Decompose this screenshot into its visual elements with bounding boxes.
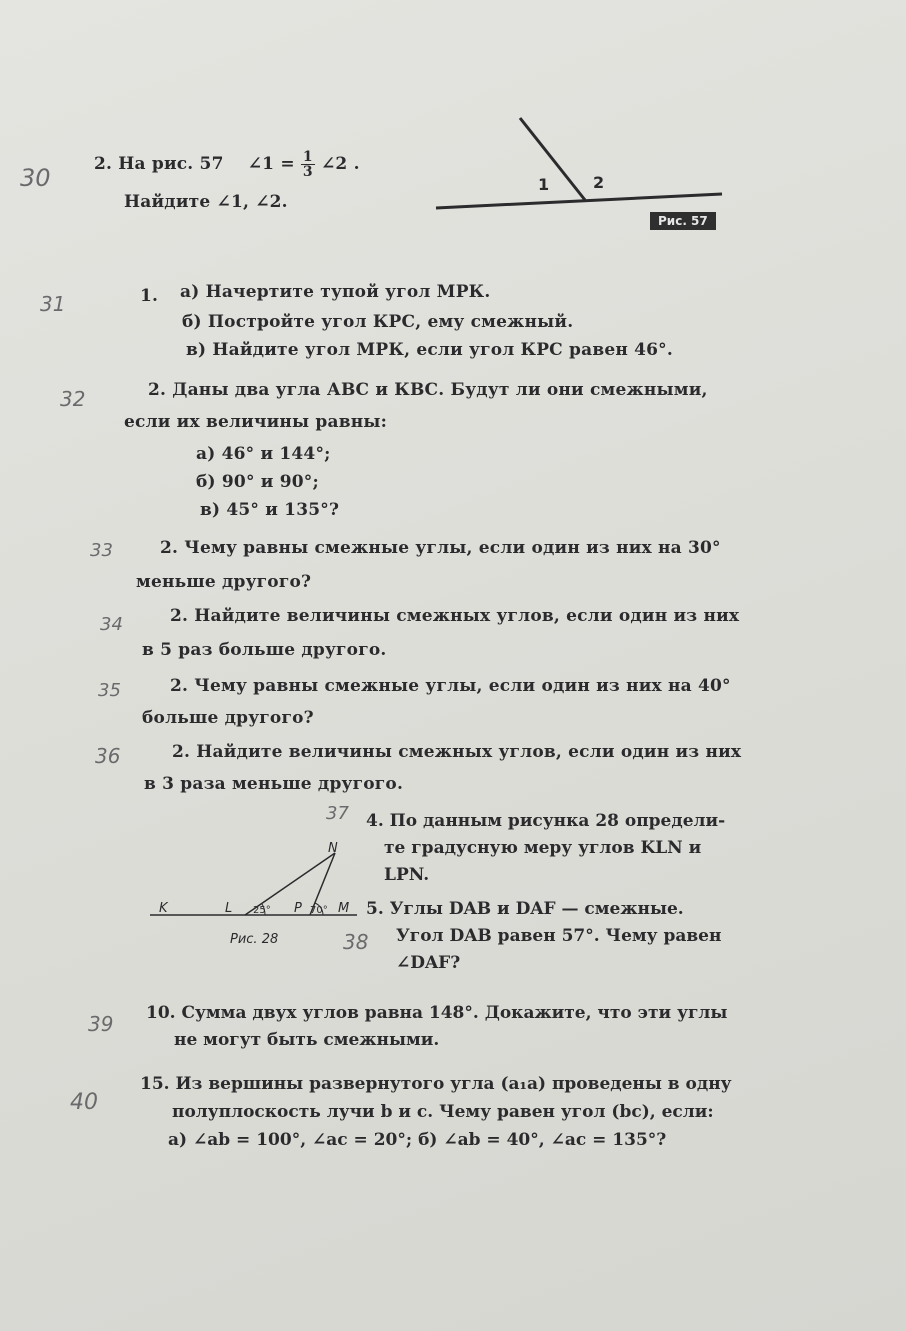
figure-28-angle-p: 70° (310, 905, 328, 916)
problem-38 (366, 896, 721, 977)
problem-39 (146, 1000, 727, 1054)
problem-30-line-1 (94, 150, 360, 179)
problem-32-line-1: 2. Даны два угла АВС и КВС. Будут ли они смежными, (148, 380, 708, 400)
problem-35-line-1: 2. Чему равны смежные углы, если один из них на 40° (170, 676, 731, 696)
figure-57-label-2: 2 (593, 173, 605, 192)
figure-57-ray (520, 118, 585, 200)
problem-33-line-1: 2. Чему равны смежные углы, если один из них на 30° (160, 538, 721, 558)
figure-57-caption: Рис. 57 (650, 212, 716, 230)
margin-number-35: 35 (98, 680, 121, 701)
problem-39-line-1: 10. Сумма двух углов равна 148°. Докажите, что эти углы (146, 1003, 728, 1023)
figure-28-label-m: M (338, 901, 350, 916)
margin-number-30: 30 (20, 164, 51, 192)
problem-32-line-2: если их величины равны: (124, 412, 388, 432)
problem-30-line-2: Найдите ∠1, ∠2. (124, 192, 288, 212)
problem-37-line-2: те градусную меру углов KLN и (384, 838, 702, 858)
problem-31-part-c: в) Найдите угол МРК, если угол КРС равен 46°. (186, 340, 674, 360)
problem-38-line-1: 5. Углы DAB и DAF — смежные. (366, 899, 684, 919)
margin-number-33: 33 (90, 540, 113, 561)
problem-38-line-3: ∠DAF? (396, 953, 461, 973)
problem-37-line-1: 4. По данным рисунка 28 определи- (366, 811, 726, 831)
problem-40-line-1: 15. Из вершины развернутого угла (a₁a) проведены в одну (140, 1074, 732, 1094)
figure-28-label-l: L (225, 901, 233, 916)
figure-28-label-k: K (159, 901, 168, 916)
figure-28-caption: Рис. 28 (230, 932, 279, 947)
problem-34-line-1: 2. Найдите величины смежных углов, если один из них (170, 606, 740, 626)
problem-30-angle-right: ∠2 . (320, 154, 360, 174)
margin-number-40: 40 (70, 1090, 98, 1115)
figure-57-label-1: 1 (538, 175, 550, 194)
problem-37-line-3: LPN. (384, 865, 430, 885)
figure-57 (430, 110, 730, 220)
problem-40-line-2: полуплоскость лучи b и c. Чему равен угол (bc), если: (172, 1102, 714, 1122)
problem-34-line-2: в 5 раз больше другого. (142, 640, 387, 660)
problem-30-text: 2. На рис. 57 (94, 154, 224, 174)
figure-28-label-p: P (294, 901, 302, 916)
problem-31-part-b: б) Постройте угол КРС, ему смежный. (182, 312, 574, 332)
problem-38-line-2: Угол DAB равен 57°. Чему равен (396, 926, 722, 946)
figure-57-straight-line (436, 194, 722, 208)
margin-number-34: 34 (100, 614, 123, 635)
problem-32-part-b: б) 90° и 90°; (196, 472, 319, 492)
problem-40-line-3: а) ∠ab = 100°, ∠ac = 20°; б) ∠ab = 40°, ∠ac = 135°? (168, 1130, 667, 1150)
problem-32-part-a: а) 46° и 144°; (196, 444, 331, 464)
margin-number-37: 37 (326, 803, 349, 824)
problem-37 (366, 808, 725, 889)
fraction-one-third (301, 150, 315, 179)
problem-30-angle-left: ∠1 = (247, 154, 295, 174)
problem-36-line-1: 2. Найдите величины смежных углов, если один из них (172, 742, 742, 762)
problem-35-line-2: больше другого? (142, 708, 314, 728)
problem-33-line-2: меньше другого? (136, 572, 312, 592)
problem-36-line-2: в 3 раза меньше другого. (144, 774, 404, 794)
margin-number-31: 31 (40, 292, 66, 316)
problem-39-line-2: не могут быть смежными. (174, 1030, 440, 1050)
fraction-denominator: 3 (302, 164, 313, 180)
problem-40 (140, 1070, 732, 1154)
margin-number-32: 32 (60, 387, 86, 411)
margin-number-36: 36 (95, 744, 121, 768)
margin-number-38: 38 (343, 930, 369, 954)
fraction-numerator: 1 (302, 149, 313, 165)
problem-31-number: 1. (140, 286, 159, 306)
problem-31-part-a: а) Начертите тупой угол МРК. (180, 282, 491, 302)
figure-28-angle-l: 25° (253, 905, 271, 916)
margin-number-39: 39 (88, 1012, 114, 1036)
figure-28 (145, 835, 360, 925)
figure-28-label-n: N (328, 841, 338, 856)
problem-32-part-c: в) 45° и 135°? (200, 500, 340, 520)
